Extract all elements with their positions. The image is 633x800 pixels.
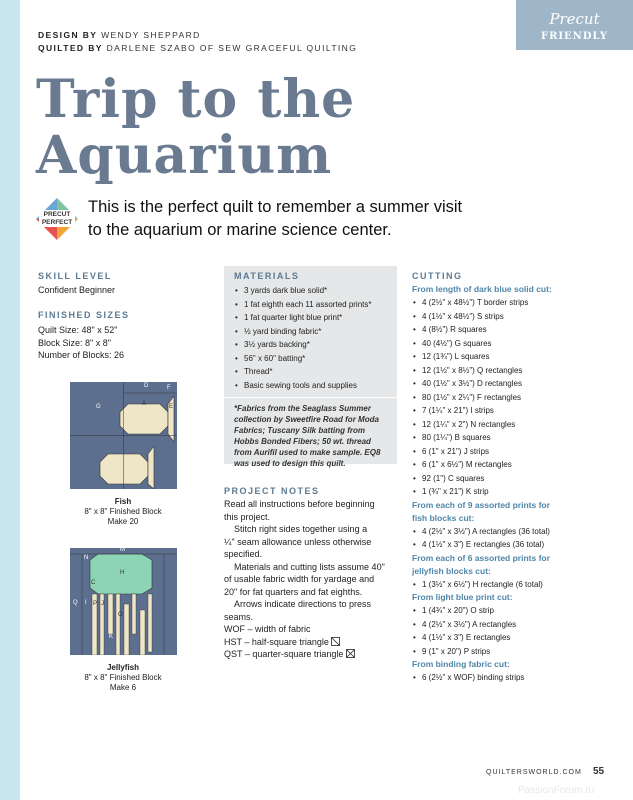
precut-perfect-logo xyxy=(36,198,78,240)
fish-block-diagram xyxy=(70,382,177,489)
jelly-label-k: K xyxy=(109,634,114,640)
watermark: PassionForum.ru xyxy=(518,785,595,796)
page-title-line2: Aquarium xyxy=(36,125,333,186)
jelly-label-m: M xyxy=(120,547,125,553)
jelly-label-p: P xyxy=(93,601,98,607)
notes-heading: PROJECT NOTES xyxy=(224,486,320,496)
skill-heading: SKILL LEVEL xyxy=(38,271,112,281)
fish-label-a: A xyxy=(142,401,147,407)
qst-icon xyxy=(346,649,355,658)
project-notes: Read all instructions before beginning this project. Stitch right sides together using a ¼" seam allowance unless otherwise specified. Materials and cutting lists assume 40" of usable fabric width for yardage and 20" for fat quarters and fat eighths. Arrows indicate directions to press seams. WOF – width of fabric HST – half-square triangle QST – quarter-square triangle xyxy=(224,499,385,659)
page-edge-band xyxy=(0,0,20,800)
materials-list: • 3 yards dark blue solid* • 1 fat eighth each 11 assorted prints* • 1 fat quarter light blue print* • ½ yard binding fabric* • 3½ yards backing* • 56" x 60" batting* • Thread* • Basic sewing tools and supplies xyxy=(234,284,394,392)
jelly-label-c: C xyxy=(91,580,96,586)
jellyfish-block-caption: Jellyfish 8" x 8" Finished Block Make 6 xyxy=(84,663,162,692)
cutting-list: From length of dark blue solid cut: • 4 (2½" x 48½") T border strips • 4 (1½" x 48½") S strips • 4 (8½") R squares • 40 (4½") G squares • 12 (1¾") L squares • 12 (1½" x 8½") Q rectangles • 40 (1½" x 3½") D rectangles • 80 (1½" x 2¼") F rectangles • 7 (1¼" x 21") I strips • 12 (1¼" x 2") N rectangles • 80 (1¼") B squares • 6 (1" x 21") J strips • 6 (1" x 6½") M rectangles • 92 (1") C squares • 1 (¾" x 21") K strip From each of 9 assorted prints for fish blocks cut: • 4 (2½" x 3½") A rectangles (36 total) • 4 (1½" x 3") E rectangles (36 total) From each of 6 assorted prints for jellyfish blocks cut: • 1 (3½" x 6½") H rectangle (6 total) From light blue print cut: • 1 (4¾" x 20") O strip • 4 (2½" x 3½") A rectangles • 4 (1½" x 3") E rectangles • 9 (1" x 20") P strips From binding fabric cut: • 6 (2½" x WOF) binding strips xyxy=(412,283,612,685)
fish-block-caption: Fish 8" x 8" Finished Block Make 20 xyxy=(84,497,162,526)
design-credit: DESIGN BY WENDY SHEPPARD xyxy=(38,30,201,40)
page-number: 55 xyxy=(593,766,605,777)
fish-label-f: F xyxy=(167,385,171,391)
precut-logo-line1: PRECUT xyxy=(43,211,71,218)
sizes-list: Quilt Size: 48" x 52" Block Size: 8" x 8" Number of Blocks: 26 xyxy=(38,325,125,360)
skill-value: Confident Beginner xyxy=(38,285,116,295)
jelly-label-o: O xyxy=(118,612,123,618)
precut-friendly-badge: Precut FRIENDLY xyxy=(516,0,633,50)
sizes-heading: FINISHED SIZES xyxy=(38,310,130,320)
jelly-label-h: H xyxy=(120,570,125,576)
precut-logo-line2: PERFECT xyxy=(41,218,73,226)
cutting-heading: CUTTING xyxy=(412,271,463,281)
jelly-label-n: N xyxy=(84,555,89,561)
materials-note: *Fabrics from the Seaglass Summer collection by Sweetfire Road for Moda Fabrics; Tuscany Silk batting from Hobbs Bonded Fibers; 50 wt. thread from Aurifil used to make sample. EQ8 was used to design this quilt. xyxy=(234,404,381,468)
hst-icon xyxy=(331,637,340,646)
fish-label-d: D xyxy=(144,383,149,389)
fish-label-g: G xyxy=(96,404,101,410)
intro-text: This is the perfect quilt to remember a summer visit to the aquarium or marine science center. xyxy=(88,198,463,239)
quilted-credit: QUILTED BY DARLENE SZABO OF SEW GRACEFUL QUILTING xyxy=(38,43,358,53)
page-title-line1: Trip to the xyxy=(36,69,356,130)
jelly-label-q: Q xyxy=(73,600,78,606)
jelly-label-j: J xyxy=(101,601,104,607)
footer-site: QUILTERSWORLD.COM xyxy=(486,769,582,776)
materials-box xyxy=(224,266,397,468)
fish-label-e: E xyxy=(169,404,174,410)
materials-heading: MATERIALS xyxy=(234,271,300,281)
jelly-label-i: I xyxy=(85,600,87,606)
jellyfish-block-diagram xyxy=(70,548,177,655)
